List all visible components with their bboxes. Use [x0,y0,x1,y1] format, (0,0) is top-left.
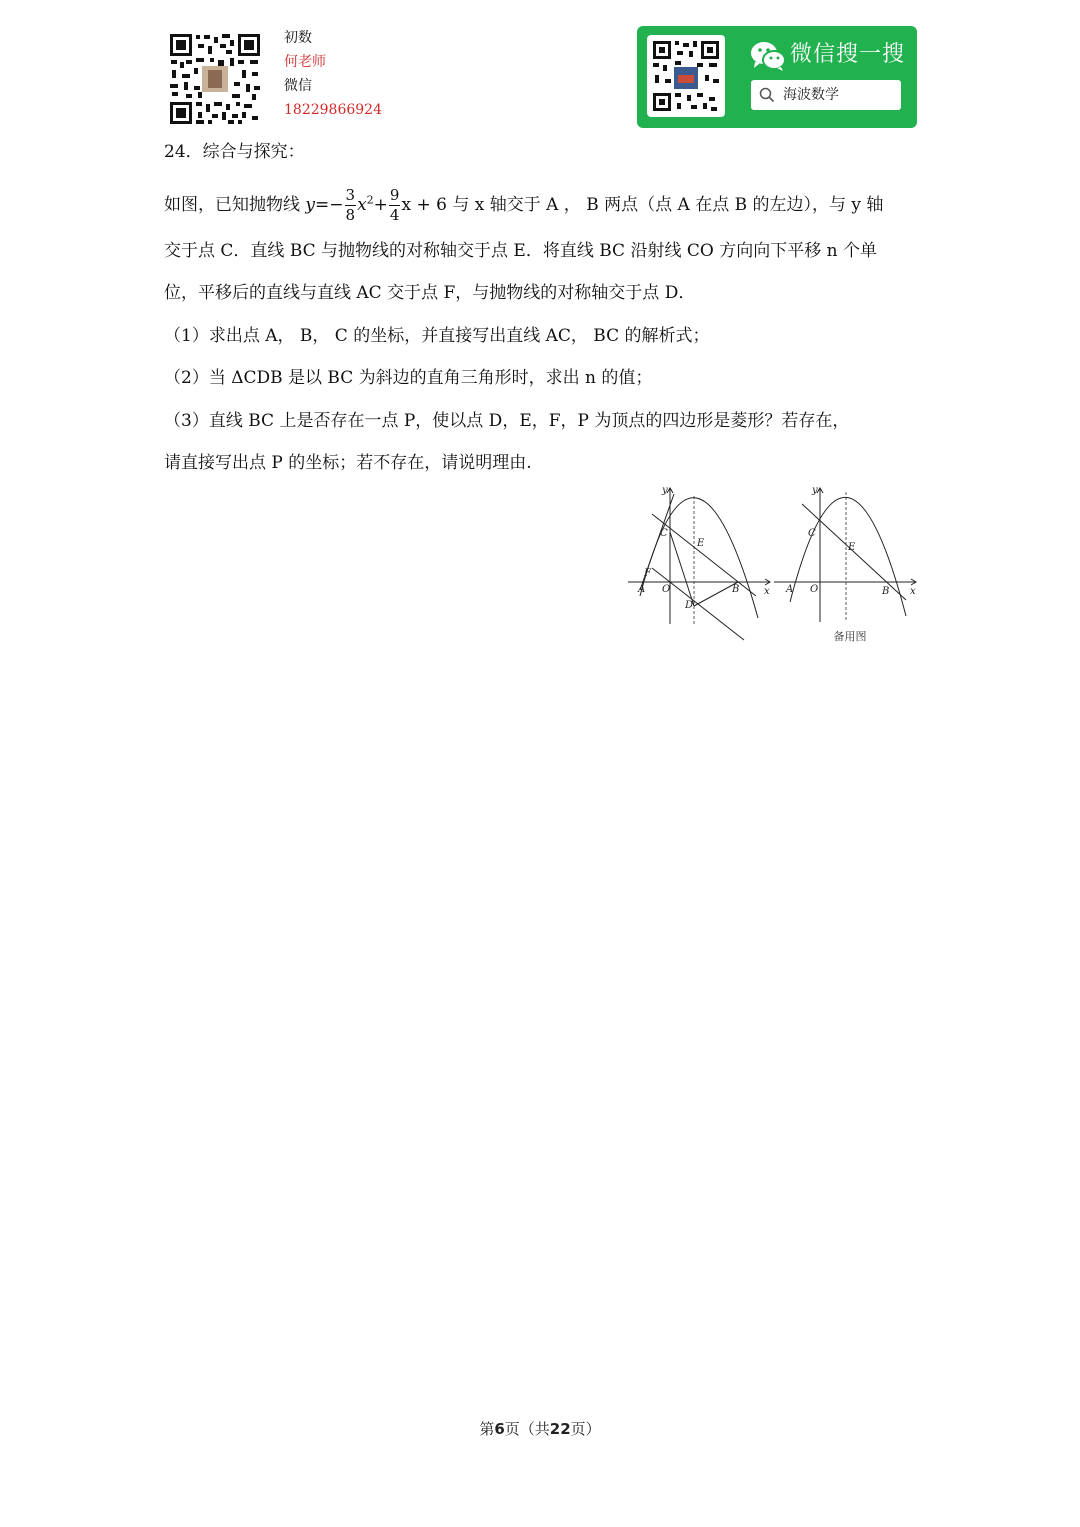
contact-qr-code [168,32,262,126]
eq-plus: + [373,195,388,215]
contact-teacher-name: 何老师 [284,54,326,70]
fig1-label-o: O [662,584,671,595]
fig1-label-y: y [662,485,668,496]
wechat-search-box [751,80,901,110]
fig2-label-o: O [810,584,819,595]
eq-tail: x + 6 [401,195,447,215]
problem-number: 24． [164,142,203,162]
fig1-label-c: C [660,528,668,539]
fig2-label-a: A [786,584,794,595]
eq-square: 2 [366,193,374,207]
eq-fraction-1 [345,188,357,223]
fig2-label-y: y [812,485,818,496]
parabola-equation [305,186,447,224]
search-icon [759,87,775,103]
footer-suffix: 页） [570,1420,601,1438]
wechat-qr-code [647,35,725,117]
eq-y: y [305,195,316,215]
eq-x: x [357,195,367,215]
footer-total-pages: 22 [549,1420,571,1438]
question-1: （1）求出点 A， B， C 的坐标，并直接写出直线 AC， BC 的解析式； [164,326,710,346]
question-2: （2）当 ΔCDB 是以 BC 为斜边的直角三角形时，求出 n 的值； [164,368,653,388]
problem-line-3: 位，平移后的直线与直线 AC 交于点 F，与抛物线的对称轴交于点 D． [164,283,696,303]
wechat-search-banner [637,26,917,128]
footer-prefix: 第 [479,1420,495,1438]
fig1-label-x: x [764,586,770,597]
wechat-logo-icon [750,40,786,72]
footer-page-number: 6 [494,1420,505,1438]
eq-equals: =− [315,195,344,215]
fig1-label-d: D [685,600,694,611]
figure-1 [624,484,774,644]
problem-title: 综合与探究： [202,142,305,162]
fig1-label-f: F [644,568,651,579]
frac2-numerator: 9 [389,186,400,204]
figure-2-caption: 备用图 [833,630,867,643]
intro-rest: 与 x 轴交于 A ， B 两点（点 A 在点 B 的左边），与 y 轴 [452,195,884,215]
fig1-label-b: B [732,584,740,595]
frac1-denominator: 8 [345,206,356,224]
frac2-denominator: 4 [389,206,400,224]
contact-phone: 18229866924 [284,102,382,118]
page-footer [0,1419,1080,1439]
fig2-parabola [790,497,906,616]
wechat-search-keyword: 海波数学 [783,87,839,103]
fig1-label-a: A [638,584,646,595]
fig2-label-e: E [848,542,856,553]
contact-info [284,26,434,122]
question-3-continued: 请直接写出点 P 的坐标；若不存在，请说明理由. [164,453,532,473]
eq-fraction-2 [389,188,401,223]
question-3: （3）直线 BC 上是否存在一点 P，使以点 D，E，F，P 为顶点的四边形是菱形？若存在， [164,411,850,431]
contact-line-1: 初数 [284,30,312,46]
intro-prefix: 如图，已知抛物线 [164,195,300,215]
fig2-label-b: B [882,586,890,597]
fig2-label-c: C [808,528,816,539]
fig2-label-x: x [910,586,916,597]
figure-2 [770,484,920,630]
fig1-parabola [640,498,758,618]
frac1-numerator: 3 [345,186,356,204]
problem-intro-line [164,188,883,223]
problem-heading [164,140,305,164]
contact-line-3: 微信 [284,78,312,94]
fig1-segment-cd [670,532,694,606]
wechat-search-title: 微信搜一搜 [790,42,906,67]
problem-line-2: 交于点 C．直线 BC 与抛物线的对称轴交于点 E．将直线 BC 沿射线 CO 方向向下平移 n 个单 [164,241,877,261]
fig1-label-e: E [697,538,705,549]
footer-mid: 页（共 [504,1420,550,1438]
